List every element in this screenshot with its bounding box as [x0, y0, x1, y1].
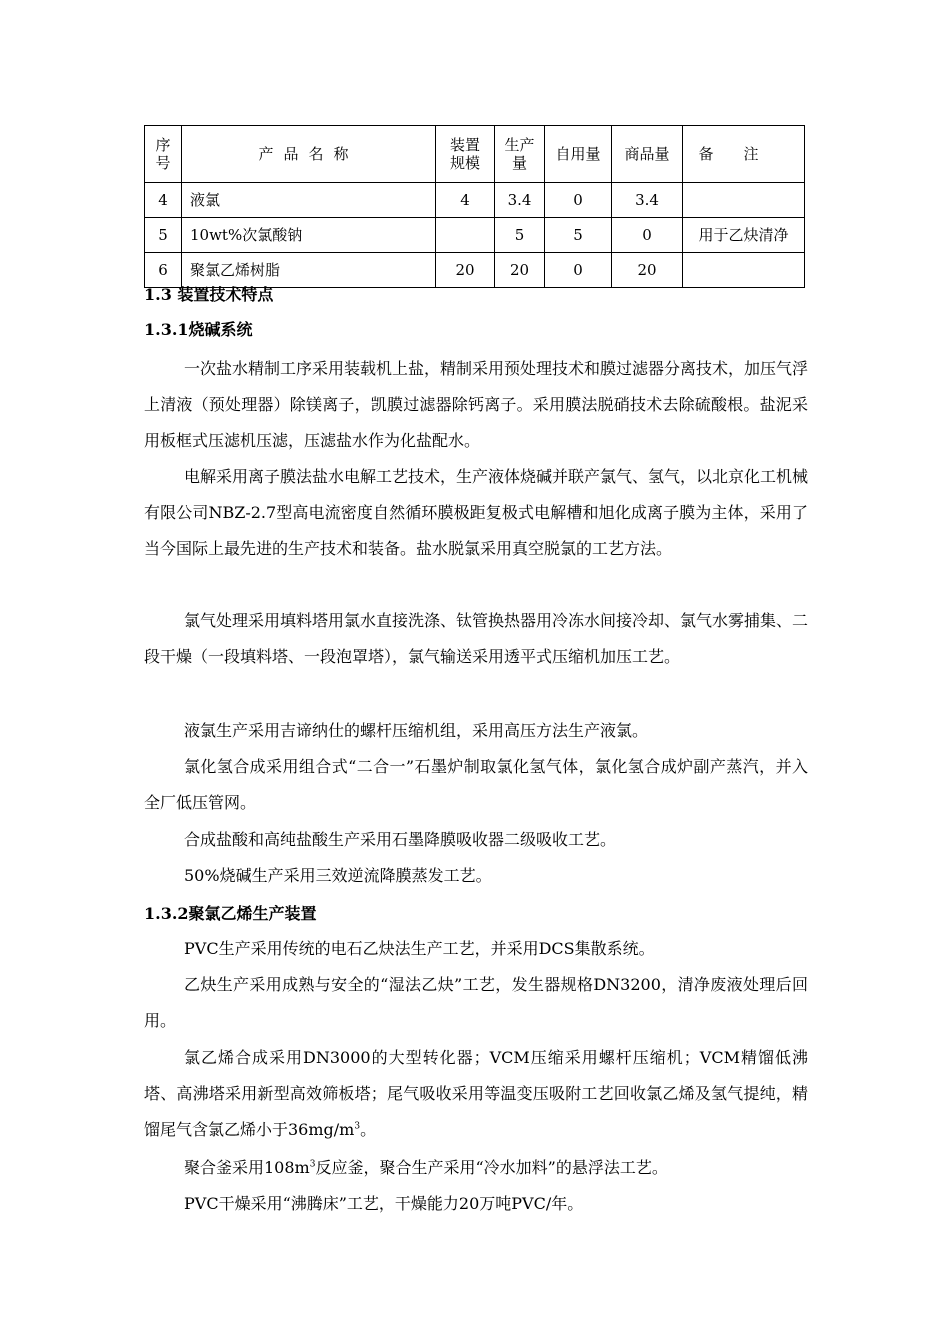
cell-commodity: 0	[612, 218, 683, 253]
paragraph-chlorine-treatment: 氯气处理采用填料塔用氯水直接洗涤、钛管换热器用冷冻水间接冷却、氯气水雾捕集、二段干燥（一段填料塔、一段泡罩塔），氯气输送采用透平式压缩机加压工艺。	[144, 611, 809, 666]
cell-seq: 5	[145, 218, 182, 253]
cell-commodity: 3.4	[612, 183, 683, 218]
paragraph-pvc-process: PVC生产采用传统的电石乙炔法生产工艺，并采用DCS集散系统。	[184, 939, 655, 958]
header-output: 生产 量	[495, 126, 545, 183]
header-seq: 序 号	[145, 126, 182, 183]
cell-self-use: 0	[545, 253, 612, 288]
table-row	[145, 183, 805, 218]
cell-commodity: 20	[612, 253, 683, 288]
paragraph-liquid-chlorine: 液氯生产采用吉谛纳仕的螺杆压缩机组，采用高压方法生产液氯。	[184, 721, 649, 740]
table-row	[145, 218, 805, 253]
cell-remark	[683, 183, 805, 218]
cell-output: 5	[495, 218, 545, 253]
paragraph-caustic-evaporation: 50%烧碱生产采用三效逆流降膜蒸发工艺。	[184, 866, 492, 885]
paragraph-polymerization: 聚合釜采用$108m^3$反应釜，聚合生产采用“冷水加料”的悬浮法工艺。	[184, 1158, 668, 1177]
cell-output: 20	[495, 253, 545, 288]
paragraph-acetylene: 乙炔生产采用成熟与安全的“湿法乙炔”工艺，发生器规格DN3200，清净废液处理后回用。	[144, 975, 808, 1030]
paragraph-hcl-synthesis: 氯化氢合成采用组合式“二合一”石墨炉制取氯化氢气体，氯化氢合成炉副产蒸汽，并入全厂低压管网。	[144, 757, 808, 812]
cell-scale: 20	[436, 253, 495, 288]
section-heading-1-3: 1.3 装置技术特点	[144, 285, 274, 304]
cell-seq: 4	[145, 183, 182, 218]
cell-self-use: 0	[545, 183, 612, 218]
paragraph-vcm: 氯乙烯合成采用DN3000的大型转化器；VCM压缩采用螺杆压缩机；VCM精馏低沸塔、高沸塔采用新型高效筛板塔；尾气吸收采用等温变压吸附工艺回收氯乙烯及氢气提纯，精馏尾气含氯乙烯小于$36mg/m^3$。	[144, 1048, 808, 1139]
cell-seq: 6	[145, 253, 182, 288]
header-remark: 备注	[683, 126, 805, 183]
cell-self-use: 5	[545, 218, 612, 253]
section-heading-1-3-2: 1.3.2聚氯乙烯生产装置	[144, 904, 317, 923]
cell-scale: 4	[436, 183, 495, 218]
paragraph-electrolysis: 电解采用离子膜法盐水电解工艺技术，生产液体烧碱并联产氯气、氢气，以北京化工机械有限公司NBZ-2.7型高电流密度自然循环膜极距复极式电解槽和旭化成离子膜为主体，采用了当今国际上最先进的生产技术和装备。盐水脱氯采用真空脱氯的工艺方法。	[144, 467, 809, 558]
cell-name: 液氯	[182, 183, 436, 218]
cell-scale	[436, 218, 495, 253]
header-scale: 装置 规模	[436, 126, 495, 183]
paragraph-hydrochloric-acid: 合成盐酸和高纯盐酸生产采用石墨降膜吸收器二级吸收工艺。	[184, 830, 617, 849]
cell-remark	[683, 253, 805, 288]
paragraph-salt-refining: 一次盐水精制工序采用装载机上盐，精制采用预处理技术和膜过滤器分离技术，加压气浮上清液（预处理器）除镁离子，凯膜过滤器除钙离子。采用膜法脱硝技术去除硫酸根。盐泥采用板框式压滤机压滤，压滤盐水作为化盐配水。	[144, 359, 809, 450]
cell-remark: 用于乙炔清净	[683, 218, 805, 253]
header-self-use: 自用量	[545, 126, 612, 183]
cell-name: 聚氯乙烯树脂	[182, 253, 436, 288]
table-row	[145, 253, 805, 288]
cell-name: 10wt%次氯酸钠	[182, 218, 436, 253]
header-name: 产品名称	[182, 126, 436, 183]
cell-output: 3.4	[495, 183, 545, 218]
header-commodity: 商品量	[612, 126, 683, 183]
paragraph-pvc-drying: PVC干燥采用“沸腾床”工艺，干燥能力20万吨PVC/年。	[184, 1194, 584, 1213]
table-header-row	[145, 126, 805, 183]
section-heading-1-3-1: 1.3.1烧碱系统	[144, 320, 253, 339]
product-table	[144, 125, 805, 288]
